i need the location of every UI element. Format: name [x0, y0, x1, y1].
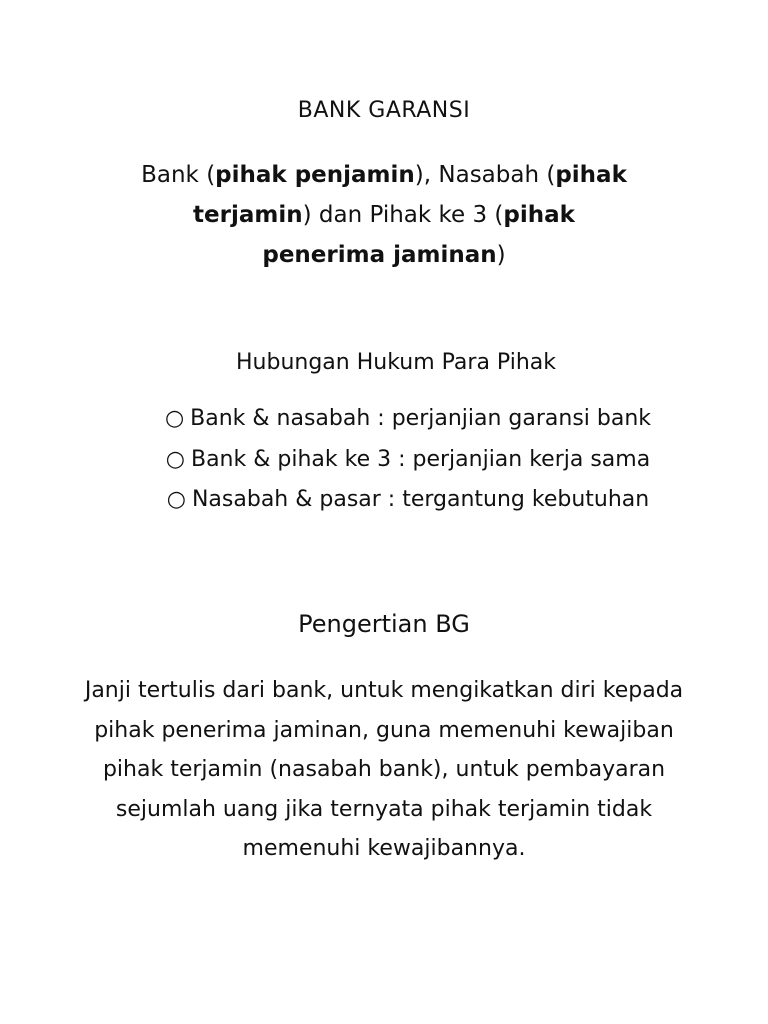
list-item [0, 480, 768, 521]
bank-role: pihak penjamin [215, 162, 415, 188]
closing-paren: ) [496, 242, 506, 268]
parties-paragraph [134, 155, 634, 275]
nasabah-role: pihak terjamin [193, 162, 627, 228]
list-item [0, 399, 768, 440]
relations-heading: Hubungan Hukum Para Pihak [236, 350, 556, 375]
circle-bullet-icon: ○ [165, 446, 185, 472]
nasabah-label: ), Nasabah ( [414, 162, 556, 188]
list-item-text: Bank & pihak ke 3 : perjanjian kerja sama [190, 446, 651, 472]
relations-list [0, 399, 768, 521]
list-item-text: Nasabah & pasar : tergantung kebutuhan [191, 487, 650, 512]
circle-bullet-icon: ○ [166, 487, 186, 512]
circle-bullet-icon: ○ [164, 406, 185, 431]
third-party-role: pihak penerima jaminan [262, 202, 575, 268]
document-title: BANK GARANSI [297, 98, 471, 123]
bank-label: Bank ( [141, 162, 216, 188]
definition-paragraph: Janji tertulis dari bank, untuk mengikatkan diri kepada pihak penerima jaminan, guna memenuhi kewajiban pihak terjamin (nasabah bank), untuk pembayaran sejumlah uang jika ternyata pihak terjamin tidak memenuhi kewajibannya. [84, 678, 684, 861]
definition-heading: Pengertian BG [298, 610, 470, 638]
list-item-text: Bank & nasabah : perjanjian garansi bank [190, 406, 652, 431]
third-party-label: ) dan Pihak ke 3 ( [302, 202, 504, 228]
list-item [0, 440, 768, 481]
